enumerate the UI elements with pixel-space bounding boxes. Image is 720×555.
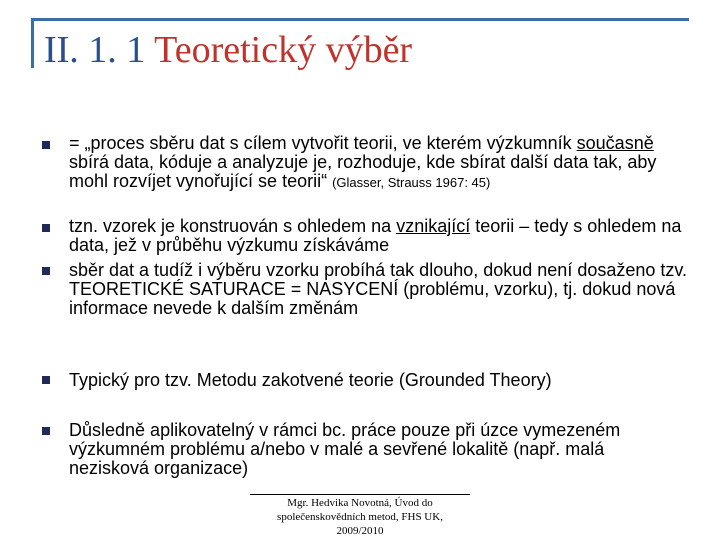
bullet-marker [42,267,50,275]
slide-frame-top [31,18,689,21]
bullet-marker [42,141,50,149]
footer [250,496,470,538]
bullet-text: sbírá data, kóduje a analyzuje je, rozhoduje, kde sbírat další data tak, aby mohl rozvíjet vynořující se teorii“ [69,152,657,191]
bullet-marker [42,224,50,232]
footer-line: Mgr. Hedvika Novotná, Úvod do [287,497,433,509]
bullet-item-sample [69,217,689,255]
bullet-marker [42,376,50,384]
bullet-text: tzn. vzorek je konstruován s ohledem na [69,216,397,236]
slide-frame-left [31,18,34,68]
slide-title [44,28,412,72]
citation: (Glasser, Strauss 1967: 45) [332,175,491,190]
title-number: II. 1. 1 [44,29,146,71]
footer-line: 2009/2010 [336,525,384,537]
underlined-term: vznikající [396,216,471,236]
title-text: Teoretický výběr [154,29,413,71]
footer-rule [250,494,470,495]
bullet-item-definition [69,134,689,192]
bullet-text: = „proces sběru dat s cílem vytvořit teorii, ve kterém výzkumník [69,133,577,153]
bullet-item-grounded-theory: Typický pro tzv. Metodu zakotvené teorie (Grounded Theory) [69,370,552,390]
bullet-item-saturation: sběr dat a tudíž i výběru vzorku probíhá tak dlouho, dokud není dosaženo tzv. TEORETICKÉ SATURACE = NASYCENÍ (problému, vzorku), tj. dokud nová informace nevede k dalším změnám [69,260,688,318]
bullet-item-application: Důsledně aplikovatelný v rámci bc. práce pouze při úzce vymezeném výzkumném problému a/nebo v malé a sevřené lokalitě (např. malá nezisková organizace) [69,420,621,478]
footer-line: společenskovědních metod, FHS UK, [277,511,443,523]
underlined-term: současně [576,133,654,153]
bullet-text: teorii – tedy s ohledem na data, jež v průběhu výzkumu získáváme [69,216,682,255]
bullet-marker [42,427,50,435]
